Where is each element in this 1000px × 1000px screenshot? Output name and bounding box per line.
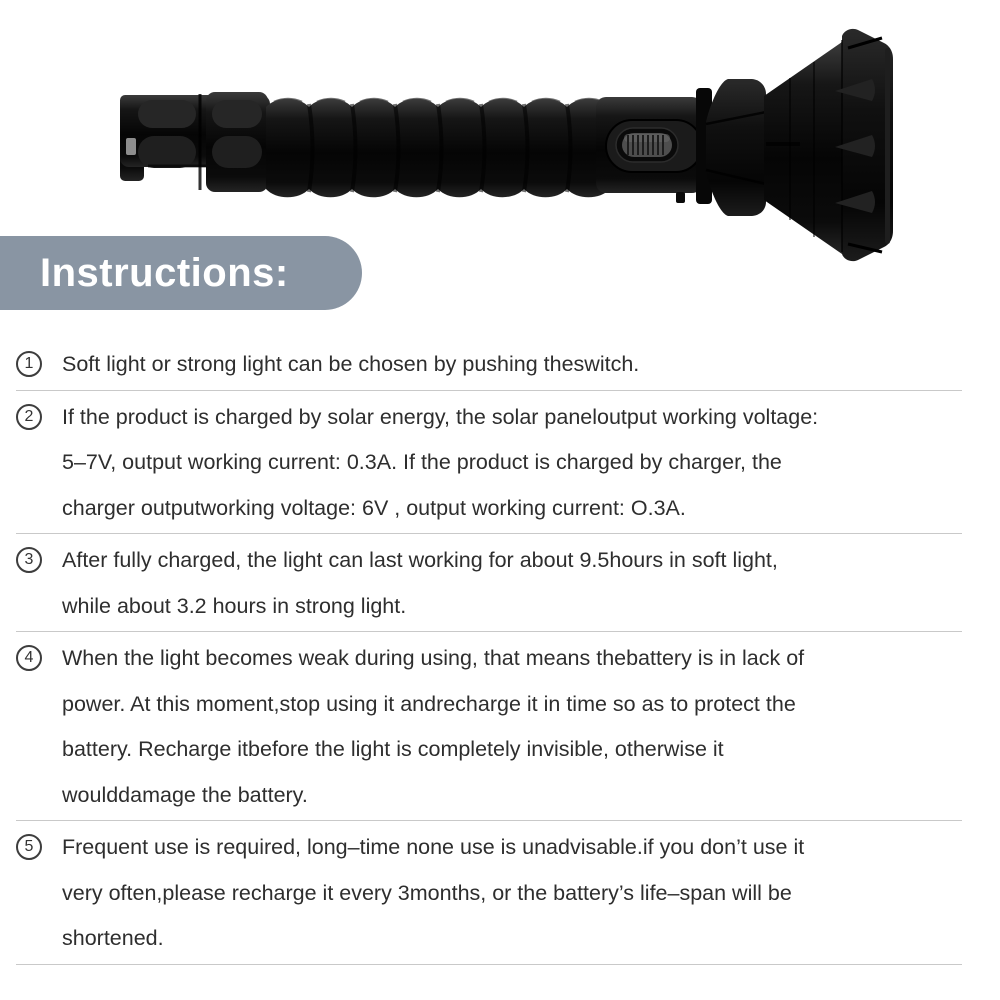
item-number-column [16, 825, 62, 860]
item-text [62, 538, 962, 629]
page-title: Instructions: [40, 251, 289, 295]
circled-number: 5 [16, 834, 42, 860]
item-line: woulddamage the battery. [62, 782, 308, 807]
item-number-column [16, 636, 62, 671]
item-number-column [16, 538, 62, 573]
flashlight-body [596, 97, 702, 203]
flashlight-neck [266, 99, 610, 198]
flashlight-head [764, 29, 893, 261]
list-item [16, 338, 962, 391]
flashlight-tail [120, 92, 270, 192]
item-line: battery. Recharge itbefore the light is completely invisible, otherwise it [62, 737, 724, 761]
tail-slot-detail [126, 138, 136, 155]
list-item [16, 534, 962, 632]
list-item [16, 632, 962, 821]
item-line: very often,please recharge it every 3months, or the battery’s life–span will be [62, 880, 792, 905]
item-number-column [16, 395, 62, 430]
circled-number: 1 [16, 351, 42, 377]
item-line: shortened. [62, 926, 164, 950]
circled-number: 4 [16, 645, 42, 671]
item-text [62, 342, 962, 388]
item-line: 5–7V, output working current: 0.3A. If the product is charged by charger, the [62, 450, 782, 474]
list-item [16, 391, 962, 535]
item-line: Frequent use is required, long–time none use is unadvisable.if you don’t use it [62, 835, 805, 859]
item-text [62, 825, 962, 962]
item-line: power. At this moment,stop using it andrecharge it in time so as to protect the [62, 691, 796, 716]
mode-switch [616, 128, 678, 162]
item-line: If the product is charged by solar energy, the solar paneloutput working voltage: [62, 404, 819, 429]
flashlight-hex-collar [696, 79, 766, 216]
item-text [62, 636, 962, 818]
item-line: while about 3.2 hours in strong light. [62, 593, 407, 618]
item-line: charger outputworking voltage: 6V , output working current: O.3A. [62, 495, 686, 520]
item-line: After fully charged, the light can last working for about 9.5hours in soft light, [62, 548, 778, 572]
instructions-banner [0, 236, 362, 310]
item-text [62, 395, 962, 532]
instruction-list [16, 338, 962, 965]
circled-number: 2 [16, 404, 42, 430]
item-number-column [16, 342, 62, 377]
circled-number: 3 [16, 547, 42, 573]
list-item [16, 821, 962, 965]
item-line: When the light becomes weak during using, that means thebattery is in lack of [62, 646, 805, 670]
item-line: Soft light or strong light can be chosen by pushing theswitch. [62, 352, 640, 376]
